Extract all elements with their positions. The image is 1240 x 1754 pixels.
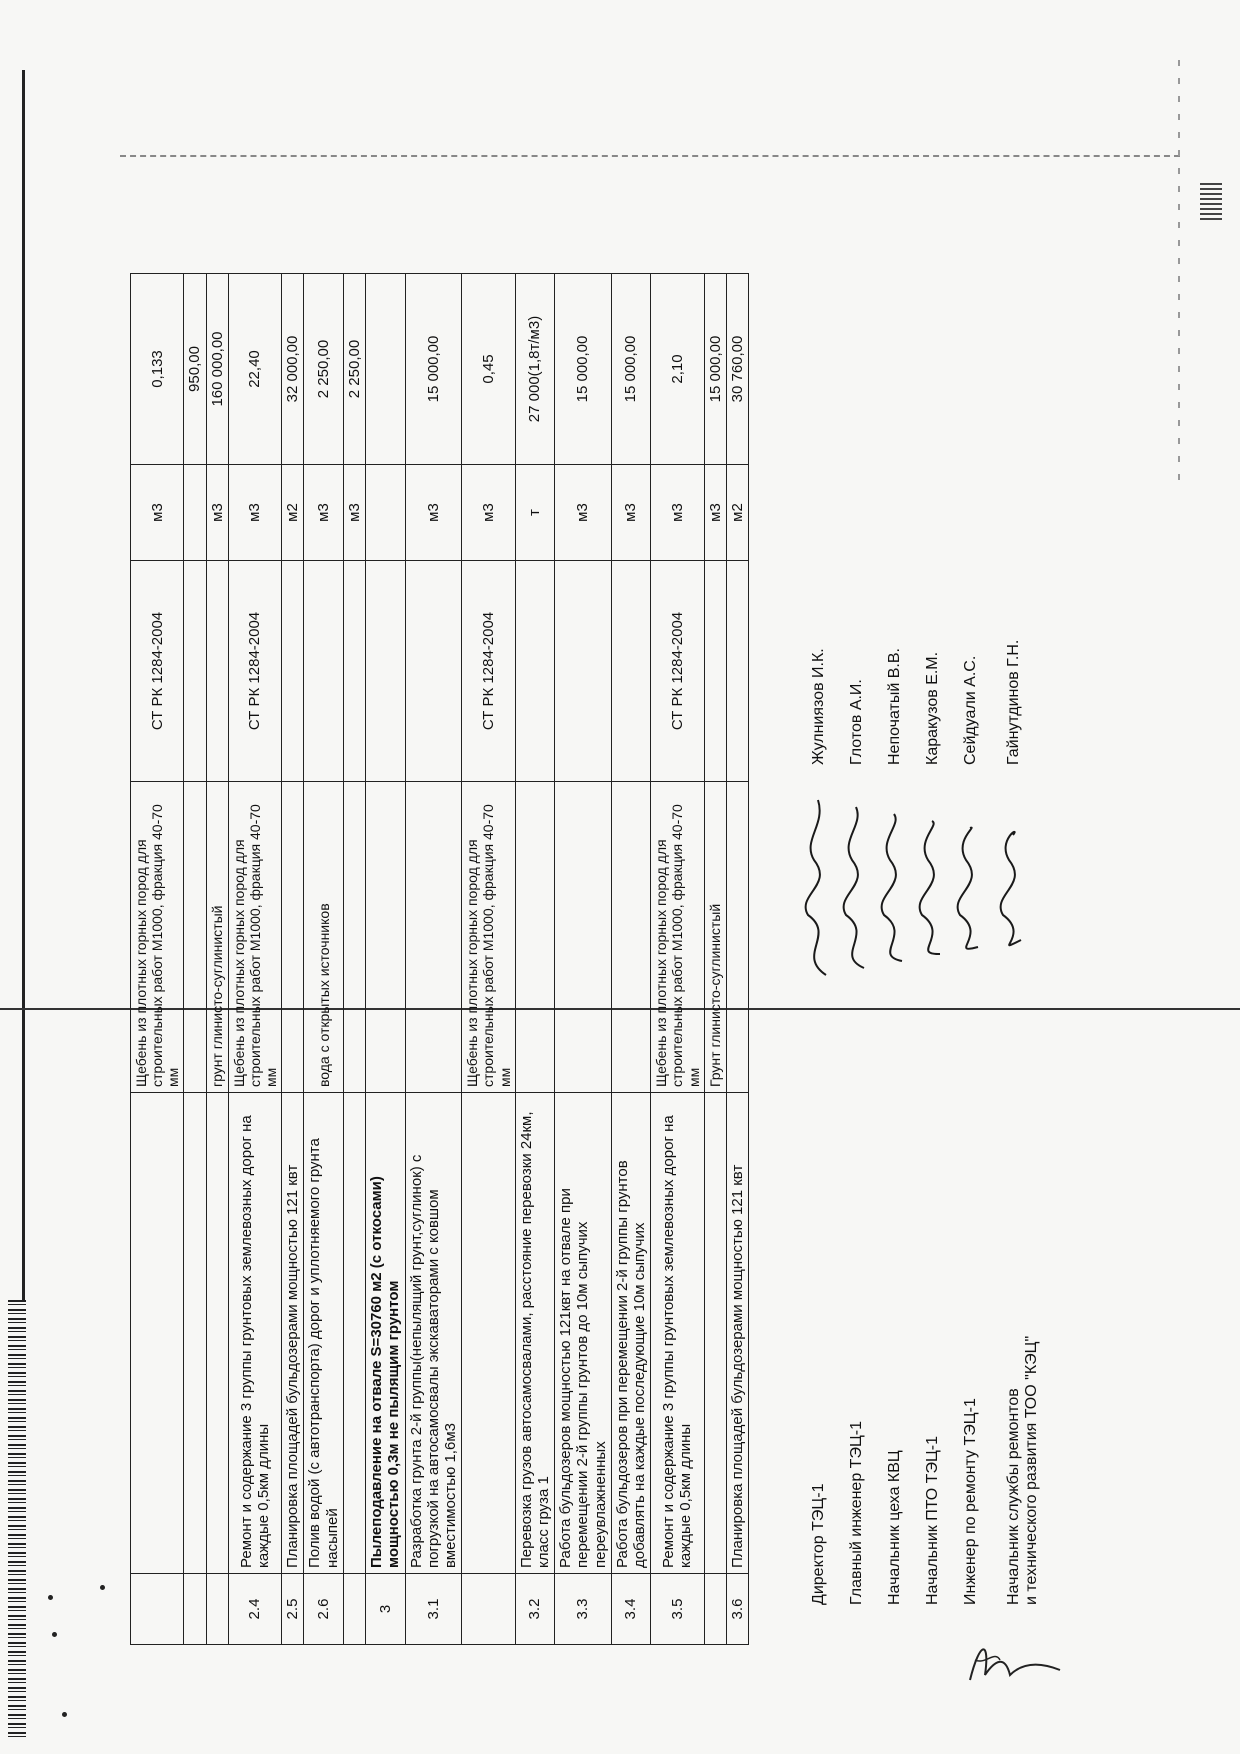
quantity-cell: 160 000,00: [206, 274, 228, 465]
row-number-cell: 3: [366, 1574, 406, 1645]
position-line: Начальник ПТО ТЭЦ-1: [924, 1435, 941, 1605]
unit-cell: м3: [228, 465, 281, 561]
row-number-cell: [131, 1574, 184, 1645]
signatory-position: [848, 1421, 866, 1605]
signatory-position: [962, 1398, 980, 1605]
quantity-cell: 0,45: [462, 274, 515, 465]
quantity-cell: 15 000,00: [611, 274, 651, 465]
unit-cell: м2: [282, 465, 304, 561]
standard-cell: [184, 561, 206, 782]
standard-cell: [611, 561, 651, 782]
scan-dot: [48, 1595, 53, 1600]
work-name-cell: Разработка грунта 2-й группы(непылящий грунт,суглинок) с погрузкой на автосамосвалы экскаваторами с ковшом вместимостью 1,6м3: [405, 1093, 462, 1574]
handwritten-signature: [796, 785, 836, 985]
signature-row: [1005, 305, 1040, 1605]
position-line: Главный инженер ТЭЦ-1: [848, 1420, 865, 1605]
standard-cell: [343, 561, 365, 782]
handwritten-signature: [991, 785, 1031, 985]
position-line: Директор ТЭЦ-1: [810, 1483, 827, 1605]
unit-cell: м3: [343, 465, 365, 561]
handwritten-signature: [948, 785, 988, 985]
quantity-cell: 15 000,00: [555, 274, 612, 465]
material-cell: [515, 782, 555, 1093]
row-number-cell: 3.5: [651, 1574, 704, 1645]
row-number-cell: [184, 1574, 206, 1645]
table-row: [726, 274, 748, 1645]
position-line: Инженер по ремонту ТЭЦ-1: [962, 1398, 979, 1605]
material-cell: Щебень из плотных горных пород для строительных работ М1000, фракция 40-70 мм: [228, 782, 281, 1093]
material-cell: Щебень из плотных горных пород для строительных работ М1000, фракция 40-70 мм: [651, 782, 704, 1093]
signatory-position: [810, 1484, 828, 1605]
row-number-cell: 3.2: [515, 1574, 555, 1645]
signatory-name: Глотов А.И.: [848, 679, 865, 765]
signatory-name: Каракузов Е.М.: [924, 651, 941, 765]
row-number-cell: 3.4: [611, 1574, 651, 1645]
table-row: [131, 274, 184, 1645]
scan-dot: [52, 1632, 57, 1637]
table-row: [462, 274, 515, 1645]
material-cell: [282, 782, 304, 1093]
quantity-cell: [366, 274, 406, 465]
quantity-cell: 950,00: [184, 274, 206, 465]
signatory-position: [924, 1436, 942, 1605]
work-name-cell: [206, 1093, 228, 1574]
standard-cell: [206, 561, 228, 782]
row-number-cell: 2.4: [228, 1574, 281, 1645]
standard-cell: [555, 561, 612, 782]
work-name-cell: Ремонт и содержание 3 группы грунтовых землевозных дорог на каждые 0,5км длины: [228, 1093, 281, 1574]
signatory-name: Жулниязов И.К.: [810, 648, 827, 765]
material-cell: вода с открытых источников: [304, 782, 344, 1093]
unit-cell: м3: [611, 465, 651, 561]
standard-cell: [726, 561, 748, 782]
work-name-cell: Работа бульдозеров мощностью 121квт на отвале при перемещении 2-й группы грунтов до 10м сыпучих переувлажненных: [555, 1093, 612, 1574]
quantity-cell: 2 250,00: [343, 274, 365, 465]
unit-cell: м3: [704, 465, 726, 561]
row-number-cell: [206, 1574, 228, 1645]
signatory-position: [886, 1450, 904, 1605]
material-cell: [405, 782, 462, 1093]
table-row: [555, 274, 612, 1645]
signatory-position: [1005, 1336, 1041, 1605]
work-name-cell: Работа бульдозеров при перемещении 2-й группы грунтов добавлять на каждые последующие 10м сыпучих: [611, 1093, 651, 1574]
material-cell: Щебень из плотных горных пород для строительных работ М1000, фракция 40-70 мм: [462, 782, 515, 1093]
table-row: [343, 274, 365, 1645]
quantity-cell: 22,40: [228, 274, 281, 465]
row-number-cell: [343, 1574, 365, 1645]
quantity-cell: 27 000(1,8т/м3): [515, 274, 555, 465]
unit-cell: м2: [726, 465, 748, 561]
material-cell: Щебень из плотных горных пород для строительных работ М1000, фракция 40-70 мм: [131, 782, 184, 1093]
work-name-cell: Планировка площадей бульдозерами мощностью 121 квт: [282, 1093, 304, 1574]
unit-cell: [366, 465, 406, 561]
standard-cell: [366, 561, 406, 782]
position-line: и технического развития ТОО "КЭЦ": [1023, 1335, 1040, 1605]
rotated-page: [80, 55, 1110, 1705]
quantity-cell: 15 000,00: [704, 274, 726, 465]
material-cell: [184, 782, 206, 1093]
standard-cell: [405, 561, 462, 782]
table-row: [405, 274, 462, 1645]
signature-row: [962, 305, 992, 1605]
work-name-cell: Планировка площадей бульдозерами мощностью 121 квт: [726, 1093, 748, 1574]
quantity-cell: 15 000,00: [405, 274, 462, 465]
signatory-name: Сейдуали А.С.: [962, 655, 979, 765]
work-name-cell: [131, 1093, 184, 1574]
quantity-cell: 30 760,00: [726, 274, 748, 465]
table-row: [184, 274, 206, 1645]
unit-cell: м3: [405, 465, 462, 561]
table-row: [704, 274, 726, 1645]
table-row: [366, 274, 406, 1645]
unit-cell: м3: [206, 465, 228, 561]
unit-cell: м3: [131, 465, 184, 561]
signatory-name: Гайнутдинов Г.Н.: [1005, 639, 1022, 765]
quantity-cell: 2 250,00: [304, 274, 344, 465]
handwritten-signature: [872, 785, 912, 985]
work-name-cell: [184, 1093, 206, 1574]
signature-block: [800, 305, 1080, 1605]
unit-cell: м3: [555, 465, 612, 561]
row-number-cell: 3.6: [726, 1574, 748, 1645]
scan-noise-line: [1178, 60, 1180, 480]
work-name-cell: [343, 1093, 365, 1574]
material-cell: [726, 782, 748, 1093]
work-name-cell: [704, 1093, 726, 1574]
work-name-cell: Пылеподавление на отвале S=30760 м2 (с откосами) мощностью 0,3м не пылящим грунтом: [366, 1093, 406, 1574]
table-row: [282, 274, 304, 1645]
unit-cell: т: [515, 465, 555, 561]
standard-cell: СТ РК 1284-2004: [462, 561, 515, 782]
material-cell: Грунт глинисто-суглинистый: [704, 782, 726, 1093]
table-row: [304, 274, 344, 1645]
work-name-cell: [462, 1093, 515, 1574]
work-name-cell: Полив водой (с автотранспорта) дорог и уплотняемого грунта насыпей: [304, 1093, 344, 1574]
handwritten-signature: [910, 785, 950, 985]
position-line: Начальник службы ремонтов: [1005, 1388, 1022, 1605]
position-line: Начальник цеха КВЦ: [886, 1450, 903, 1605]
standard-cell: [304, 561, 344, 782]
quantity-cell: 0,133: [131, 274, 184, 465]
standard-cell: [282, 561, 304, 782]
scan-barcode: [8, 1300, 26, 1740]
works-table-body: [131, 274, 749, 1645]
work-name-cell: Ремонт и содержание 3 группы грунтовых землевозных дорог на каждые 0,5км длины: [651, 1093, 704, 1574]
material-cell: грунт глинисто-суглинистый: [206, 782, 228, 1093]
standard-cell: СТ РК 1284-2004: [131, 561, 184, 782]
standard-cell: СТ РК 1284-2004: [228, 561, 281, 782]
handwritten-signature: [834, 785, 874, 985]
row-number-cell: 2.5: [282, 1574, 304, 1645]
table-row: [651, 274, 704, 1645]
material-cell: [555, 782, 612, 1093]
standard-cell: [515, 561, 555, 782]
scan-noise: [1200, 180, 1222, 220]
material-cell: [343, 782, 365, 1093]
unit-cell: [184, 465, 206, 561]
scan-dot: [62, 1712, 67, 1717]
row-number-cell: [462, 1574, 515, 1645]
standard-cell: [704, 561, 726, 782]
table-row: [206, 274, 228, 1645]
standard-cell: СТ РК 1284-2004: [651, 561, 704, 782]
table-row: [515, 274, 555, 1645]
material-cell: [366, 782, 406, 1093]
row-number-cell: 3.3: [555, 1574, 612, 1645]
row-number-cell: 3.1: [405, 1574, 462, 1645]
unit-cell: м3: [651, 465, 704, 561]
work-name-cell: Перевозка грузов автосамосвалами, расстояние перевозки 24км, класс груза 1: [515, 1093, 555, 1574]
row-number-cell: 2.6: [304, 1574, 344, 1645]
material-cell: [611, 782, 651, 1093]
signatory-name: Непочатый В.В.: [886, 648, 903, 765]
table-row: [611, 274, 651, 1645]
row-number-cell: [704, 1574, 726, 1645]
unit-cell: м3: [462, 465, 515, 561]
initials-scribble: [960, 1630, 1070, 1700]
quantity-cell: 32 000,00: [282, 274, 304, 465]
unit-cell: м3: [304, 465, 344, 561]
quantity-cell: 2,10: [651, 274, 704, 465]
works-table: [130, 273, 749, 1645]
table-row: [228, 274, 281, 1645]
